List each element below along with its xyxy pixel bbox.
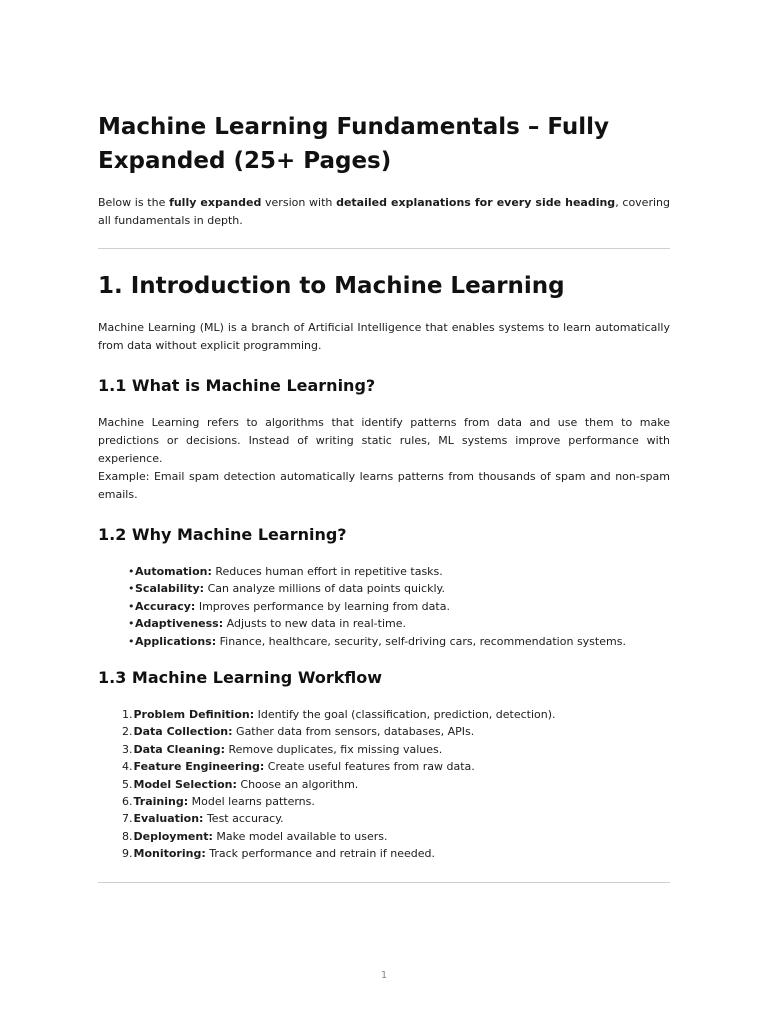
list-item (122, 776, 556, 793)
intro-text-1: Below is the (98, 196, 170, 209)
list-item-term: Training: (133, 795, 189, 809)
list-item (122, 845, 556, 862)
list-item (122, 706, 556, 723)
intro-text-2: version with (261, 196, 337, 209)
list-number: 8. (122, 829, 133, 843)
list-item-term: Deployment: (133, 829, 213, 843)
list-number: 4. (122, 760, 133, 774)
list-number: 6. (122, 795, 133, 809)
list-item-desc: Reduces human effort in repetitive tasks. (211, 565, 443, 578)
intro-text-3: , covering all fundamentals in depth. (98, 196, 670, 227)
section-1-1-paragraph-2: Example: Email spam detection automatically learns patterns from thousands of spam and non-spam emails. (98, 470, 670, 501)
list-item-desc: Gather data from sensors, databases, APIs. (232, 725, 475, 739)
bullet-marker: • (128, 634, 135, 648)
list-item-desc: Test accuracy. (203, 812, 284, 826)
list-item (128, 615, 626, 632)
list-item-desc: Model learns patterns. (188, 795, 315, 809)
list-item-term: Problem Definition: (133, 708, 255, 721)
list-item (122, 741, 556, 758)
intro-bold-2: detailed explanations for every side heading (336, 196, 616, 209)
list-item-desc: Create useful features from raw data. (264, 760, 475, 774)
bullet-marker: • (128, 617, 135, 631)
list-item-term: Scalability: (135, 582, 205, 596)
list-item (122, 828, 556, 845)
intro-paragraph (98, 194, 670, 230)
list-item (128, 580, 626, 597)
list-item (128, 633, 626, 650)
list-item-desc: Identify the goal (classification, prediction, detection). (254, 708, 556, 721)
list-item (128, 563, 626, 580)
list-item-desc: Can analyze millions of data points quickly. (204, 582, 445, 596)
list-item-desc: Track performance and retrain if needed. (205, 847, 435, 861)
list-item (122, 723, 556, 740)
list-item-term: Monitoring: (133, 847, 206, 861)
divider (98, 882, 670, 883)
list-item-term: Automation: (135, 565, 212, 578)
workflow-list (122, 706, 556, 863)
list-item-desc: Make model available to users. (212, 829, 388, 843)
list-item-term: Data Cleaning: (133, 742, 225, 756)
list-item-term: Evaluation: (133, 812, 204, 826)
list-item-term: Model Selection: (133, 777, 237, 791)
list-item-desc: Finance, healthcare, security, self-driving cars, recommendation systems. (216, 634, 626, 648)
document-title: Machine Learning Fundamentals – Fully Expanded (25+ Pages) (98, 114, 610, 174)
intro-bold-1: fully expanded (169, 196, 262, 209)
list-item-desc: Adjusts to new data in real-time. (223, 617, 406, 631)
list-item (122, 793, 556, 810)
list-number: 7. (122, 812, 133, 826)
section-1-1-heading: 1.1 What is Machine Learning? (98, 376, 376, 395)
section-1-paragraph: Machine Learning (ML) is a branch of Artificial Intelligence that enables systems to learn automatically from data without explicit programming. (98, 321, 670, 352)
divider (98, 248, 670, 249)
bullet-marker: • (128, 565, 135, 578)
list-item-desc: Remove duplicates, fix missing values. (225, 742, 443, 756)
list-number: 2. (122, 725, 133, 739)
list-item-term: Accuracy: (135, 599, 196, 613)
list-number: 1. (122, 708, 133, 721)
list-item-term: Applications: (135, 634, 217, 648)
list-item-term: Feature Engineering: (133, 760, 265, 774)
bullet-marker: • (128, 582, 135, 596)
list-item (128, 598, 626, 615)
section-1-3-heading: 1.3 Machine Learning Workflow (98, 668, 383, 687)
benefits-list (128, 563, 626, 650)
section-1-2-heading: 1.2 Why Machine Learning? (98, 525, 347, 544)
section-1-1-paragraph-1: Machine Learning refers to algorithms that identify patterns from data and use them to make predictions or decisions. Instead of writing static rules, ML systems improve performance with experience. (98, 416, 670, 465)
section-1-heading: 1. Introduction to Machine Learning (98, 273, 565, 299)
list-item-desc: Improves performance by learning from data. (195, 599, 450, 613)
list-item (122, 810, 556, 827)
list-item-term: Data Collection: (133, 725, 233, 739)
list-number: 3. (122, 742, 133, 756)
list-item-term: Adaptiveness: (135, 617, 224, 631)
bullet-marker: • (128, 599, 135, 613)
list-item-desc: Choose an algorithm. (236, 777, 359, 791)
page-number: 1 (380, 970, 388, 981)
list-number: 9. (122, 847, 133, 861)
list-item (122, 758, 556, 775)
list-number: 5. (122, 777, 133, 791)
